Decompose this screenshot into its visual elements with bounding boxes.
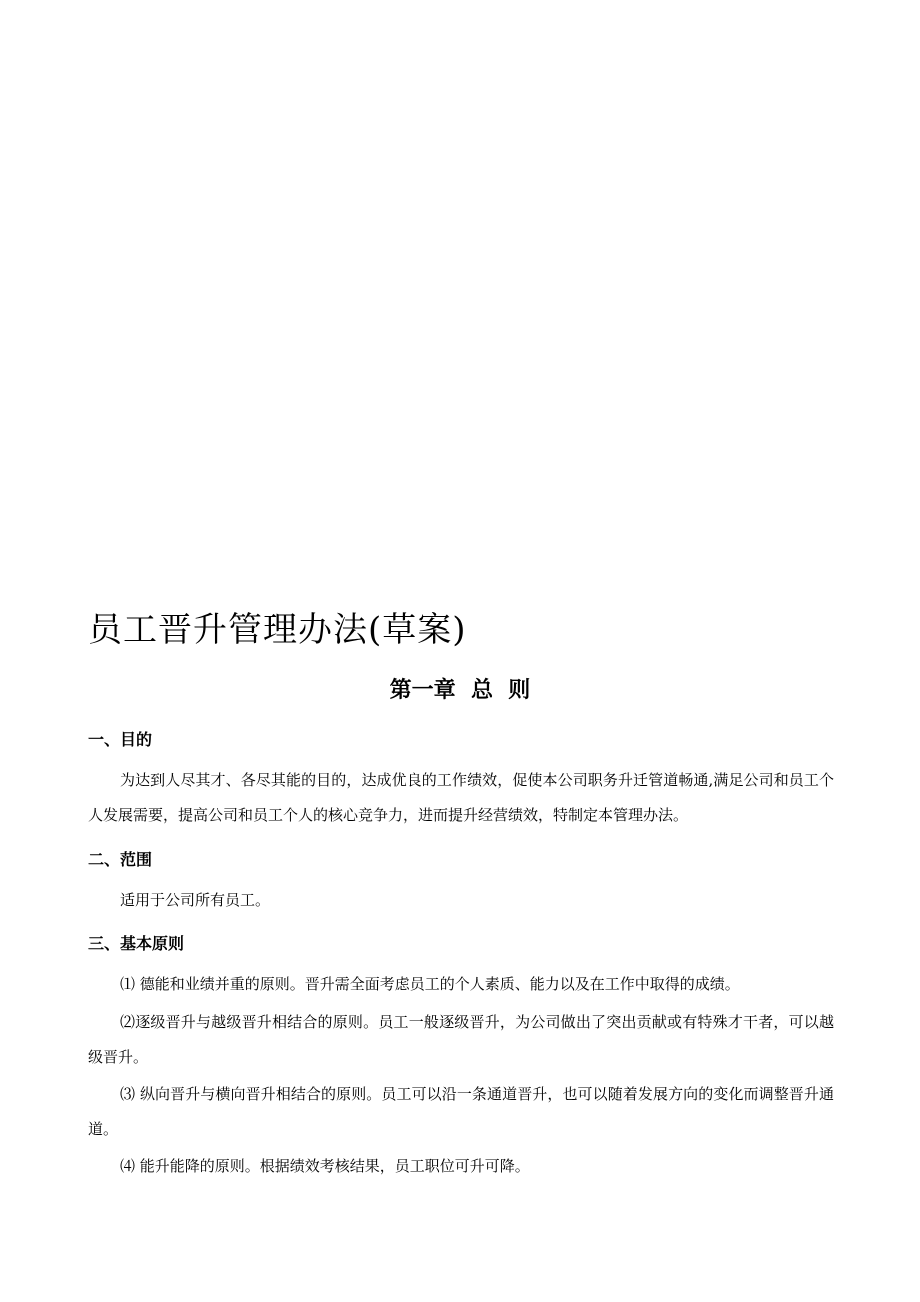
principle-item: ⑶ 纵向晋升与横向晋升相结合的原则。员工可以沿一条通道晋升，也可以随着发展方向的变化而调整晋升通道。	[88, 1085, 834, 1138]
section-heading-principles: 三、基本原则	[88, 934, 185, 953]
principle-item: ⑴ 德能和业绩并重的原则。晋升需全面考虑员工的个人素质、能力以及在工作中取得的成绩。	[120, 975, 740, 993]
chapter-title: 第一章 总 则	[389, 678, 531, 703]
section-heading-purpose: 一、目的	[88, 730, 153, 749]
document-title: 员工晋升管理办法(草案)	[88, 610, 467, 650]
purpose-paragraph: 为达到人尽其才、各尽其能的目的，达成优良的工作绩效，促使本公司职务升迁管道畅通,满足公司和员工个人发展需要，提高公司和员工个人的核心竞争力，进而提升经营绩效，特制定本管理办法。	[88, 771, 834, 824]
principle-item: ⑷ 能升能降的原则。根据绩效考核结果，员工职位可升可降。	[120, 1157, 530, 1175]
scope-paragraph: 适用于公司所有员工。	[120, 891, 271, 909]
principle-item: ⑵逐级晋升与越级晋升相结合的原则。员工一般逐级晋升，为公司做出了突出贡献或有特殊才干者，可以越级晋升。	[88, 1013, 834, 1066]
section-heading-scope: 二、范围	[88, 850, 153, 869]
